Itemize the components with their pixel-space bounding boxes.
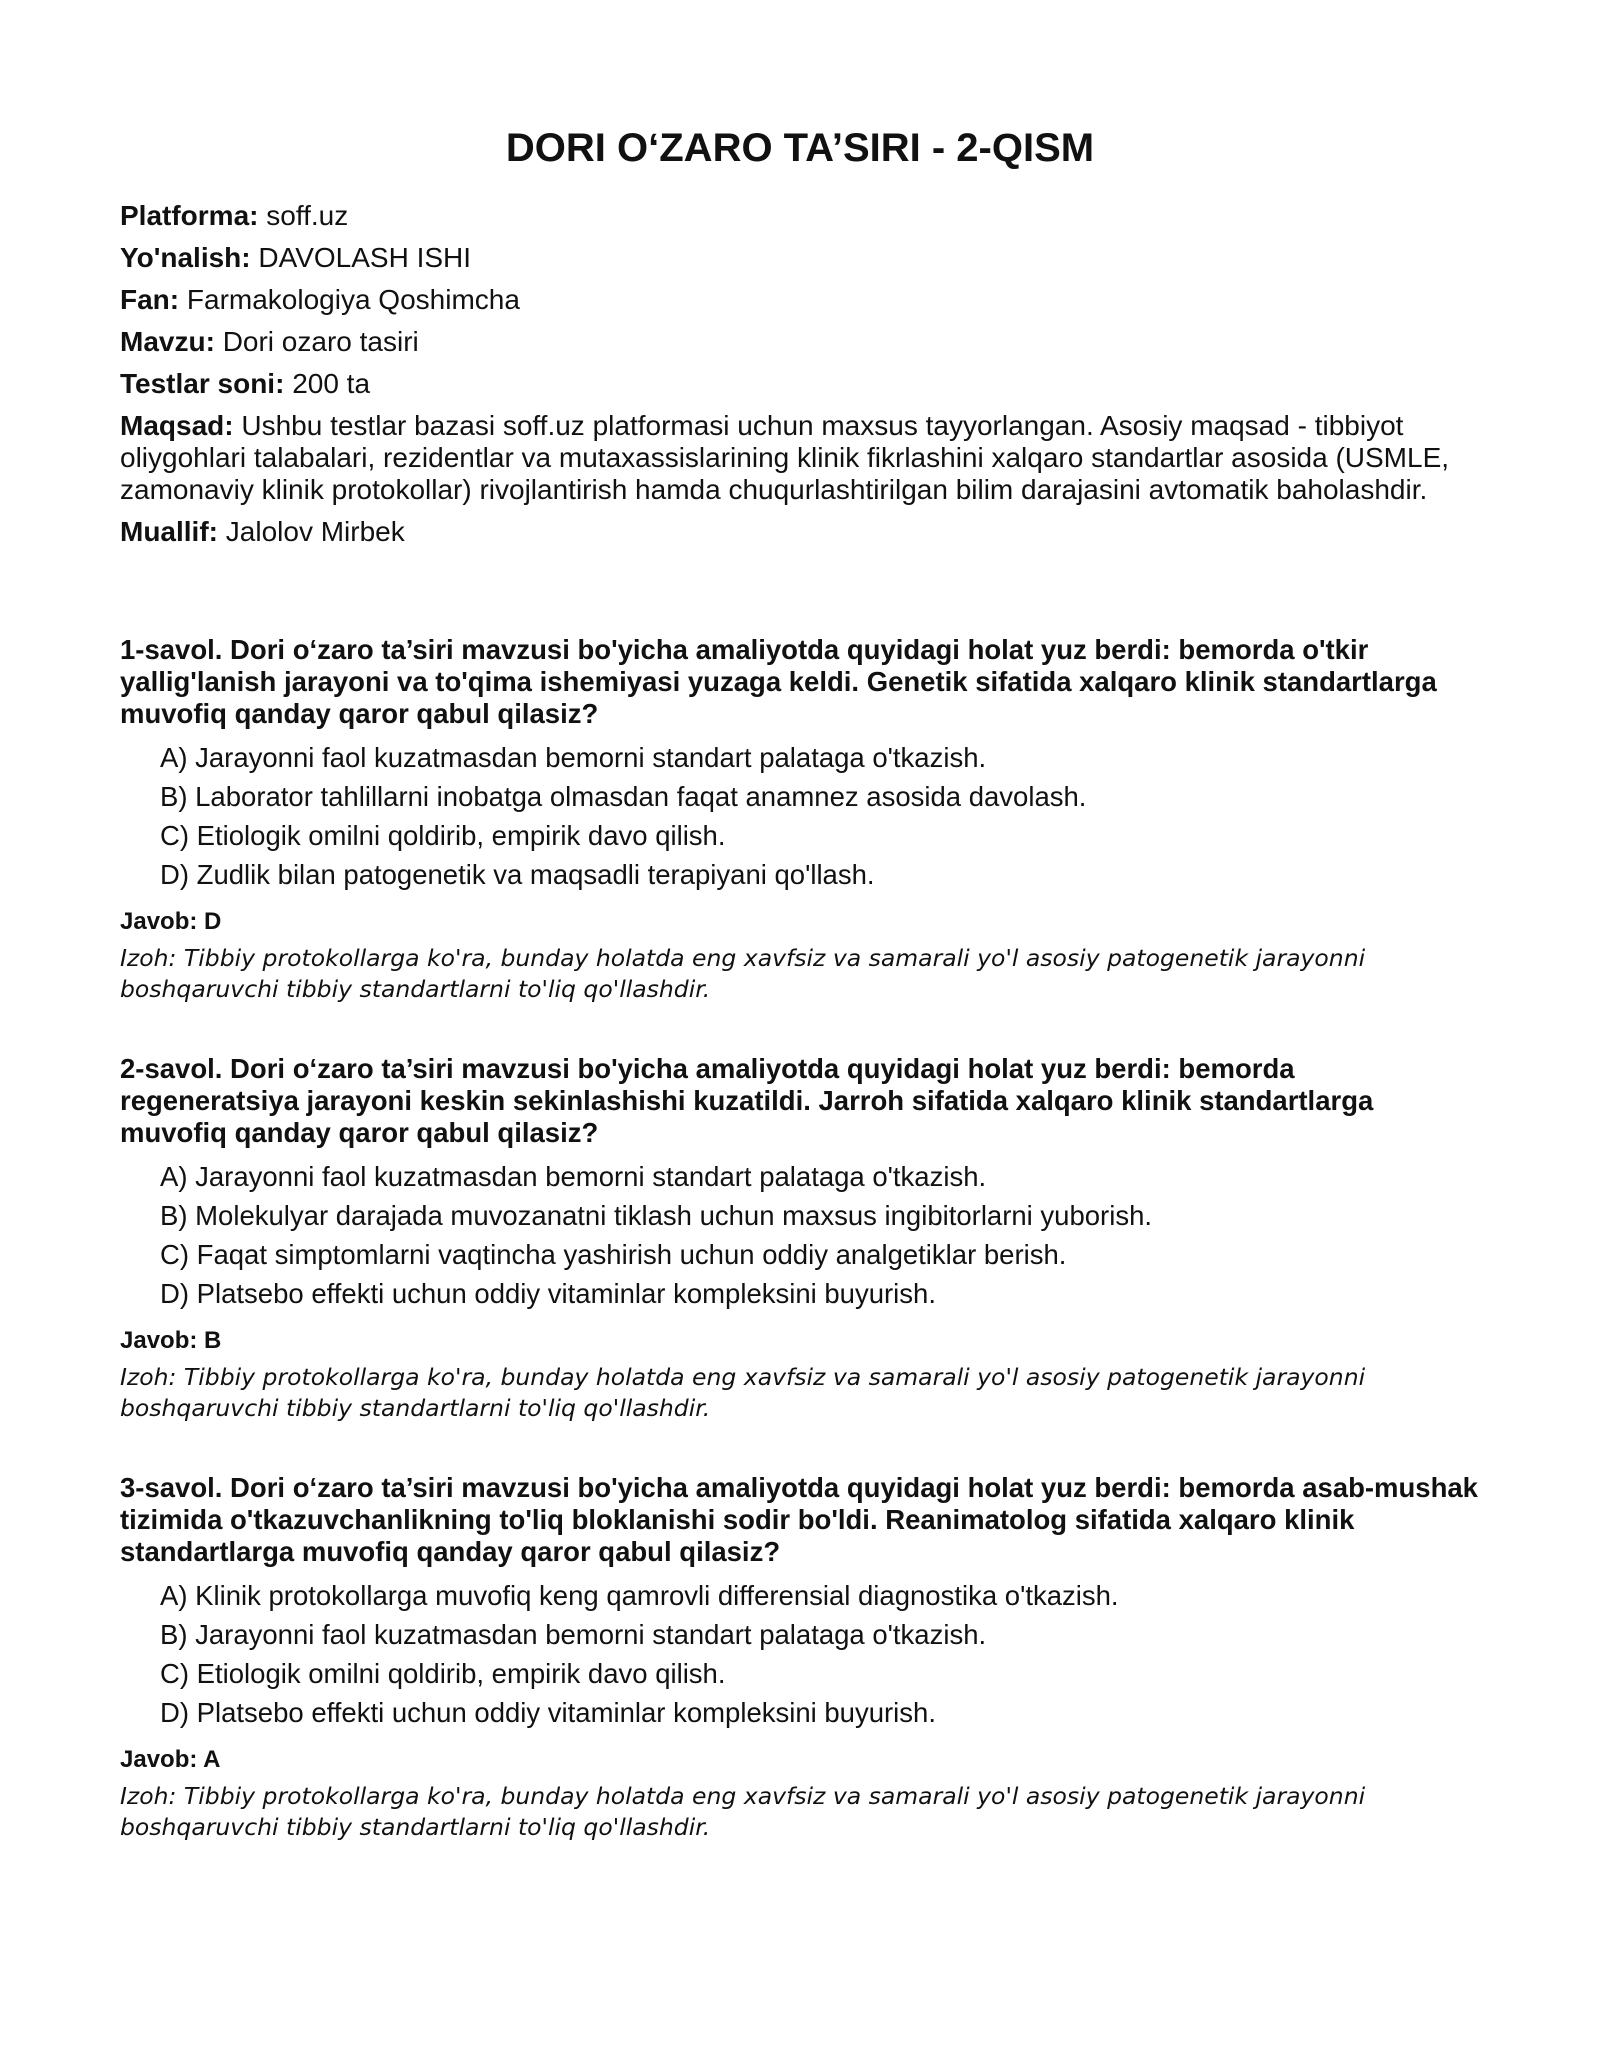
option-a: A) Jarayonni faol kuzatmasdan bemorni standart palataga o'tkazish. (160, 742, 987, 773)
meta-value: Farmakologiya Qoshimcha (186, 284, 520, 315)
meta-testlar-soni (120, 368, 1480, 400)
meta-value: DAVOLASH ISHI (258, 242, 472, 273)
meta-value: Jalolov Mirbek (225, 516, 405, 547)
meta-mavzu (120, 326, 1480, 358)
option-c: C) Faqat simptomlarni vaqtincha yashirish uchun oddiy analgetiklar berish. (160, 1239, 1067, 1270)
question-2 (120, 1053, 1480, 1424)
option-list (120, 742, 1480, 891)
meta-yonalish (120, 242, 1480, 274)
meta-label: Fan: (120, 284, 180, 315)
option-list (120, 1161, 1480, 1310)
question-list (120, 634, 1480, 1843)
meta-value: Dori ozaro tasiri (222, 326, 419, 357)
answer-value: A (203, 1746, 221, 1773)
option-b: B) Laborator tahlillarni inobatga olmasdan faqat anamnez asosida davolash. (160, 781, 1087, 812)
meta-label: Muallif: (120, 516, 218, 547)
option-b: B) Jarayonni faol kuzatmasdan bemorni standart palataga o'tkazish. (160, 1619, 987, 1650)
meta-maqsad (120, 410, 1480, 506)
meta-label: Platforma: (120, 200, 259, 231)
question-text: 1-savol. Dori o‘zaro ta’siri mavzusi bo'yicha amaliyotda quyidagi holat yuz berdi: bemorda o'tkir yallig'lanish jarayoni va to'qima ishemiyasi yuzaga keldi. Genetik sifatida xalqaro klinik standartlarga muvofiq qanday qaror qabul qilasiz? (120, 634, 1437, 729)
answer-value: B (204, 1327, 222, 1354)
answer-line (120, 1745, 1480, 1775)
option-d: D) Zudlik bilan patogenetik va maqsadli terapiyani qo'llash. (160, 859, 875, 890)
meta-muallif (120, 516, 1480, 548)
meta-label: Yo'nalish: (120, 242, 251, 273)
explanation-note: Izoh: Tibbiy protokollarga ko'ra, bunday holatda eng xavfsiz va samarali yo'l asosiy patogenetik jarayonni boshqaruvchi tibbiy standartlarni to'liq qo'llashdir. (120, 944, 1366, 1003)
answer-line (120, 1326, 1480, 1356)
meta-value: soff.uz (266, 200, 349, 231)
option-c: C) Etiologik omilni qoldirib, empirik davo qilish. (160, 1658, 726, 1689)
meta-platforma (120, 200, 1480, 232)
document-meta (120, 200, 1480, 548)
option-a: A) Klinik protokollarga muvofiq keng qamrovli differensial diagnostika o'tkazish. (160, 1580, 1119, 1611)
meta-value: Ushbu testlar bazasi soff.uz platformasi uchun maxsus tayyorlangan. Asosiy maqsad - tibbiyot oliygohlari talabalari, rezidentlar va mutaxassislarining klinik fikrlashini xalqaro standartlar asosida (USMLE, zamonaviy klinik protokollar) rivojlantirish hamda chuqurlashtirilgan bilim darajasini avtomatik baholashdir. (120, 410, 1450, 505)
question-1 (120, 634, 1480, 1005)
meta-label: Mavzu: (120, 326, 215, 357)
question-text: 2-savol. Dori o‘zaro ta’siri mavzusi bo'yicha amaliyotda quyidagi holat yuz berdi: bemorda regeneratsiya jarayoni keskin sekinlashishi kuzatildi. Jarroh sifatida xalqaro klinik standartlarga muvofiq qanday qaror qabul qilasiz? (120, 1053, 1374, 1148)
meta-fan (120, 284, 1480, 316)
meta-label: Maqsad: (120, 410, 234, 441)
answer-value: D (204, 908, 222, 935)
meta-value: 200 ta (292, 368, 371, 399)
answer-label: Javob: (120, 1327, 198, 1354)
option-d: D) Platsebo effekti uchun oddiy vitaminlar kompleksini buyurish. (160, 1697, 936, 1728)
option-b: B) Molekulyar darajada muvozanatni tiklash uchun maxsus ingibitorlarni yuborish. (160, 1200, 1153, 1231)
answer-label: Javob: (120, 908, 198, 935)
option-list (120, 1580, 1480, 1729)
explanation-note: Izoh: Tibbiy protokollarga ko'ra, bunday holatda eng xavfsiz va samarali yo'l asosiy patogenetik jarayonni boshqaruvchi tibbiy standartlarni to'liq qo'llashdir. (120, 1363, 1366, 1422)
option-c: C) Etiologik omilni qoldirib, empirik davo qilish. (160, 820, 726, 851)
meta-label: Testlar soni: (120, 368, 285, 399)
option-a: A) Jarayonni faol kuzatmasdan bemorni standart palataga o'tkazish. (160, 1161, 987, 1192)
explanation-note: Izoh: Tibbiy protokollarga ko'ra, bunday holatda eng xavfsiz va samarali yo'l asosiy patogenetik jarayonni boshqaruvchi tibbiy standartlarni to'liq qo'llashdir. (120, 1782, 1366, 1841)
question-3 (120, 1472, 1480, 1843)
document-title: DORI O‘ZARO TA’SIRI - 2-QISM (505, 126, 1095, 170)
answer-label: Javob: (120, 1746, 198, 1773)
answer-line (120, 907, 1480, 937)
question-text: 3-savol. Dori o‘zaro ta’siri mavzusi bo'yicha amaliyotda quyidagi holat yuz berdi: bemorda asab-mushak tizimida o'tkazuvchanlikning to'liq bloklanishi sodir bo'ldi. Reanimatolog sifatida xalqaro klinik standartlarga muvofiq qanday qaror qabul qilasiz? (120, 1472, 1478, 1567)
option-d: D) Platsebo effekti uchun oddiy vitaminlar kompleksini buyurish. (160, 1278, 936, 1309)
